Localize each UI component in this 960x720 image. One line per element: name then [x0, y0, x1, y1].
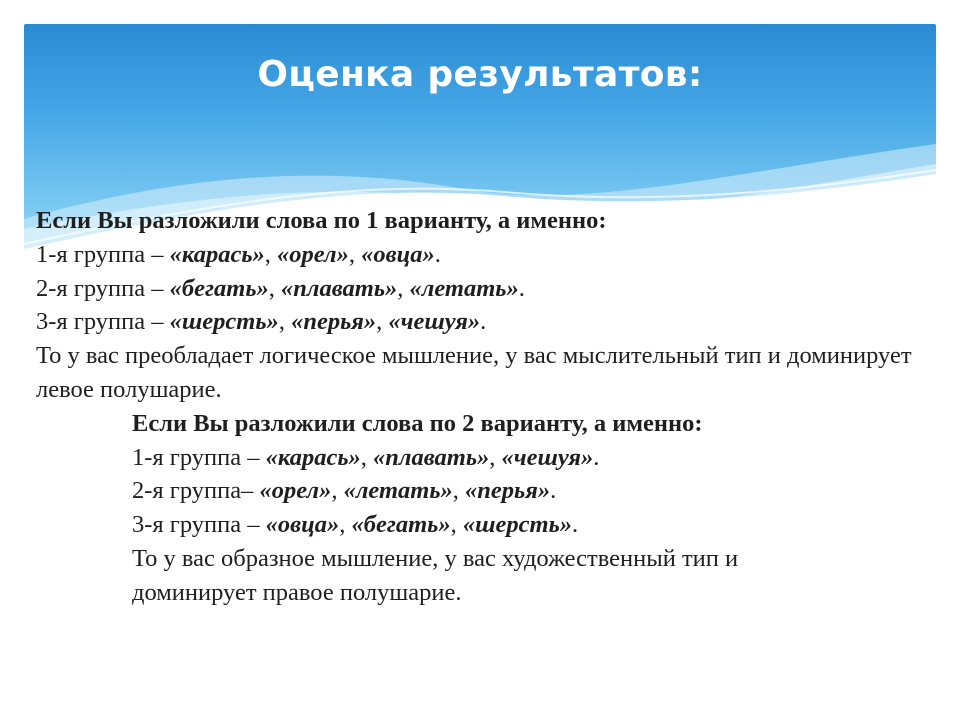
variant2-group-1: 1-я группа – «карась», «плавать», «чешуя». — [132, 443, 600, 471]
variant1-heading: Если Вы разложили слова по 1 варианту, а именно: — [36, 207, 607, 234]
slide-title: Оценка результатов: — [257, 54, 703, 95]
variant1-group-1: 1-я группа – «карась», «орел», «овца». — [36, 240, 441, 268]
variant2-conclusion-line1: То у вас образное мышление, у вас художественный тип и — [132, 544, 739, 572]
variant1-conclusion: То у вас преобладает логическое мышление, у вас мыслительный тип и доминирует левое полушарие. — [36, 342, 912, 403]
variant2-group-3: 3-я группа – «овца», «бегать», «шерсть». — [132, 511, 579, 539]
variant1-group-3: 3-я группа – «шерсть», «перья», «чешуя». — [36, 308, 487, 336]
variant2-block — [132, 407, 936, 610]
variant1-group-2: 2-я группа – «бегать», «плавать», «летать». — [36, 274, 525, 302]
results-text — [36, 204, 936, 610]
variant2-group-2: 2-я группа– «орел», «летать», «перья». — [132, 477, 557, 505]
variant2-conclusion-line2: доминирует правое полушарие. — [132, 578, 462, 606]
variant2-heading: Если Вы разложили слова по 2 варианту, а именно: — [132, 409, 703, 437]
